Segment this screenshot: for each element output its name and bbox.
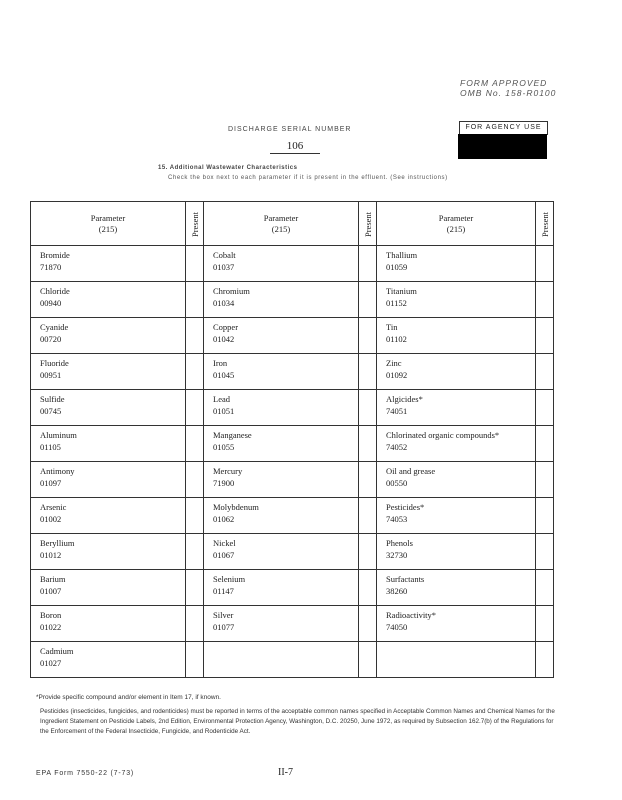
present-checkbox[interactable] [359,570,377,606]
section-title: 15. Additional Wastewater Characteristics [158,165,298,171]
parameter-header: Parameter (215) [31,202,186,246]
parameter-code: 01062 [213,514,235,524]
table-row [31,354,554,390]
present-checkbox[interactable] [536,570,554,606]
parameter-name: Lead [213,394,230,404]
parameter-cell [377,462,536,498]
parameter-code: 32730 [386,550,408,560]
parameter-code: 01045 [213,370,235,380]
present-checkbox[interactable] [186,498,204,534]
parameter-name: Thallium [386,250,418,260]
parameter-code: 01077 [213,622,235,632]
table-row [31,390,554,426]
present-checkbox[interactable] [359,318,377,354]
parameter-name: Chromium [213,286,250,296]
table-header-row [31,202,554,246]
present-checkbox[interactable] [186,606,204,642]
parameter-name: Selenium [213,574,246,584]
present-checkbox[interactable] [536,246,554,282]
parameter-code: 01034 [213,298,235,308]
parameter-code: 74051 [386,406,408,416]
parameter-cell [204,498,359,534]
parameter-name: Mercury [213,466,243,476]
table-body [31,246,554,678]
parameter-code: 74050 [386,622,408,632]
parameter-cell [377,534,536,570]
parameter-code: 00951 [40,370,62,380]
parameter-cell [204,282,359,318]
parameter-cell [377,426,536,462]
parameter-name: Cyanide [40,322,69,332]
parameter-cell [377,246,536,282]
parameter-code: 71900 [213,478,235,488]
parameter-cell [204,318,359,354]
parameter-cell [204,390,359,426]
parameter-name: Pesticides* [386,502,425,512]
parameter-cell [31,534,186,570]
parameter-code: 01042 [213,334,235,344]
parameter-cell [31,462,186,498]
parameter-code: 01105 [40,442,61,452]
parameter-name: Chloride [40,286,70,296]
parameter-code: 01102 [386,334,407,344]
parameter-cell [377,606,536,642]
parameter-name: Fluoride [40,358,69,368]
present-checkbox[interactable] [359,426,377,462]
present-checkbox[interactable] [536,318,554,354]
parameter-cell [204,570,359,606]
agency-use-label: FOR AGENCY USE [459,121,548,135]
present-checkbox[interactable] [359,642,377,678]
footnote-pesticides: Pesticides (insecticides, fungicides, and rodenticides) must be reported in terms of the acceptable common names specified in Acceptable Common Names and Chemical Names for the Ingredient Statement on Pesticide Labels, 2nd Edition, Environmental Protection Agency, Washington, D.C. 20250, June 1972, as required by Subsection 162.7(b) of the Regulations for the Enforcement of the Federal Insecticide, Fungicide, and Rodenticide Act. [40,708,555,735]
parameter-cell [377,498,536,534]
parameter-cell [377,354,536,390]
parameter-name: Radioactivity* [386,610,437,620]
present-header: Present [536,202,554,246]
present-checkbox[interactable] [536,534,554,570]
agency-use-redaction [458,134,547,159]
parameter-table [30,201,554,678]
omb-number: OMB No. 158-R0100 [460,88,557,98]
parameter-code: 01002 [40,514,62,524]
parameter-name: Molybdenum [213,502,259,512]
parameter-name: Surfactants [386,574,425,584]
parameter-code: 74053 [386,514,408,524]
parameter-cell [31,246,186,282]
present-checkbox[interactable] [186,534,204,570]
parameter-name: Algicides* [386,394,423,404]
discharge-serial-label: DISCHARGE SERIAL NUMBER [228,126,352,133]
parameter-name: Phenols [386,538,413,548]
table-row [31,282,554,318]
form-approved-block [460,78,590,98]
parameter-header: Parameter (215) [377,202,536,246]
parameter-code: 01067 [213,550,235,560]
present-checkbox[interactable] [359,534,377,570]
table-row [31,318,554,354]
parameter-name: Antimony [40,466,75,476]
parameter-name: Chlorinated organic compounds* [386,430,500,440]
parameter-cell [204,534,359,570]
present-header: Present [359,202,377,246]
parameter-code: 01055 [213,442,235,452]
parameter-name: Sulfide [40,394,65,404]
parameter-code: 01007 [40,586,62,596]
table-row [31,498,554,534]
parameter-cell [31,354,186,390]
parameter-cell [31,570,186,606]
parameter-code: 38260 [386,586,408,596]
parameter-cell [204,642,359,678]
present-checkbox[interactable] [536,426,554,462]
present-checkbox[interactable] [359,462,377,498]
table-row [31,534,554,570]
page-number: II-7 [278,767,293,778]
parameter-cell [31,642,186,678]
parameter-name: Tin [386,322,398,332]
parameter-name [204,642,358,645]
table-row [31,462,554,498]
present-header: Present [186,202,204,246]
present-checkbox[interactable] [359,354,377,390]
parameter-code: 01022 [40,622,62,632]
parameter-name: Cobalt [213,250,236,260]
parameter-code: 00940 [40,298,62,308]
present-checkbox[interactable] [186,570,204,606]
form-approved-label: FORM APPROVED [460,78,548,88]
present-checkbox[interactable] [536,354,554,390]
parameter-code: 01092 [386,370,408,380]
parameter-name: Bromide [40,250,70,260]
present-checkbox[interactable] [536,642,554,678]
present-checkbox[interactable] [186,462,204,498]
parameter-name: Boron [40,610,62,620]
present-checkbox[interactable] [186,390,204,426]
table-row [31,570,554,606]
parameter-code: 01059 [386,262,408,272]
present-checkbox[interactable] [536,282,554,318]
present-checkbox[interactable] [536,606,554,642]
discharge-serial-value: 106 [270,140,320,154]
parameter-name: Nickel [213,538,236,548]
present-checkbox[interactable] [359,390,377,426]
parameter-name: Oil and grease [386,466,436,476]
present-checkbox[interactable] [359,498,377,534]
parameter-name: Aluminum [40,430,77,440]
parameter-cell [377,642,536,678]
parameter-name: Barium [40,574,66,584]
parameter-cell [31,498,186,534]
present-checkbox[interactable] [186,642,204,678]
parameter-code: 01097 [40,478,62,488]
parameter-code: 01147 [213,586,234,596]
present-checkbox[interactable] [186,426,204,462]
parameter-cell [204,426,359,462]
parameter-name: Zinc [386,358,402,368]
parameter-code: 01152 [386,298,407,308]
parameter-cell [204,246,359,282]
table-row [31,606,554,642]
parameter-code: 01037 [213,262,235,272]
parameter-code: 00720 [40,334,62,344]
parameter-name: Titanium [386,286,417,296]
parameter-cell [31,390,186,426]
present-checkbox[interactable] [359,246,377,282]
parameter-cell [31,426,186,462]
parameter-name [377,642,535,645]
present-checkbox[interactable] [186,246,204,282]
parameter-name: Silver [213,610,234,620]
parameter-cell [31,282,186,318]
parameter-cell [377,390,536,426]
parameter-cell [204,354,359,390]
present-checkbox[interactable] [536,390,554,426]
parameter-cell [377,570,536,606]
present-checkbox[interactable] [186,318,204,354]
parameter-code: 01012 [40,550,62,560]
parameter-code: 00745 [40,406,62,416]
table-row [31,642,554,678]
table-row [31,246,554,282]
present-checkbox[interactable] [536,462,554,498]
parameter-cell [31,606,186,642]
present-checkbox[interactable] [186,354,204,390]
parameter-code: 00550 [386,478,408,488]
parameter-name: Arsenic [40,502,67,512]
parameter-name: Copper [213,322,239,332]
parameter-name: Manganese [213,430,252,440]
parameter-code: 71870 [40,262,62,272]
parameter-code: 74052 [386,442,408,452]
parameter-cell [377,318,536,354]
parameter-code: 01027 [40,658,62,668]
section-instructions: Check the box next to each parameter if it is present in the effluent. (See instructions) [168,175,448,181]
parameter-cell [204,606,359,642]
parameter-header: Parameter (215) [204,202,359,246]
present-checkbox[interactable] [359,282,377,318]
parameter-name: Iron [213,358,228,368]
parameter-cell [377,282,536,318]
present-checkbox[interactable] [536,498,554,534]
table-row [31,426,554,462]
parameter-name: Cadmium [40,646,74,656]
parameter-code: 01051 [213,406,235,416]
present-checkbox[interactable] [186,282,204,318]
present-checkbox[interactable] [359,606,377,642]
form-number: EPA Form 7550-22 (7-73) [36,770,135,777]
parameter-cell [204,462,359,498]
footnote-asterisk: *Provide specific compound and/or element in Item 17, if known. [36,694,221,701]
parameter-cell [31,318,186,354]
parameter-name: Beryllium [40,538,75,548]
